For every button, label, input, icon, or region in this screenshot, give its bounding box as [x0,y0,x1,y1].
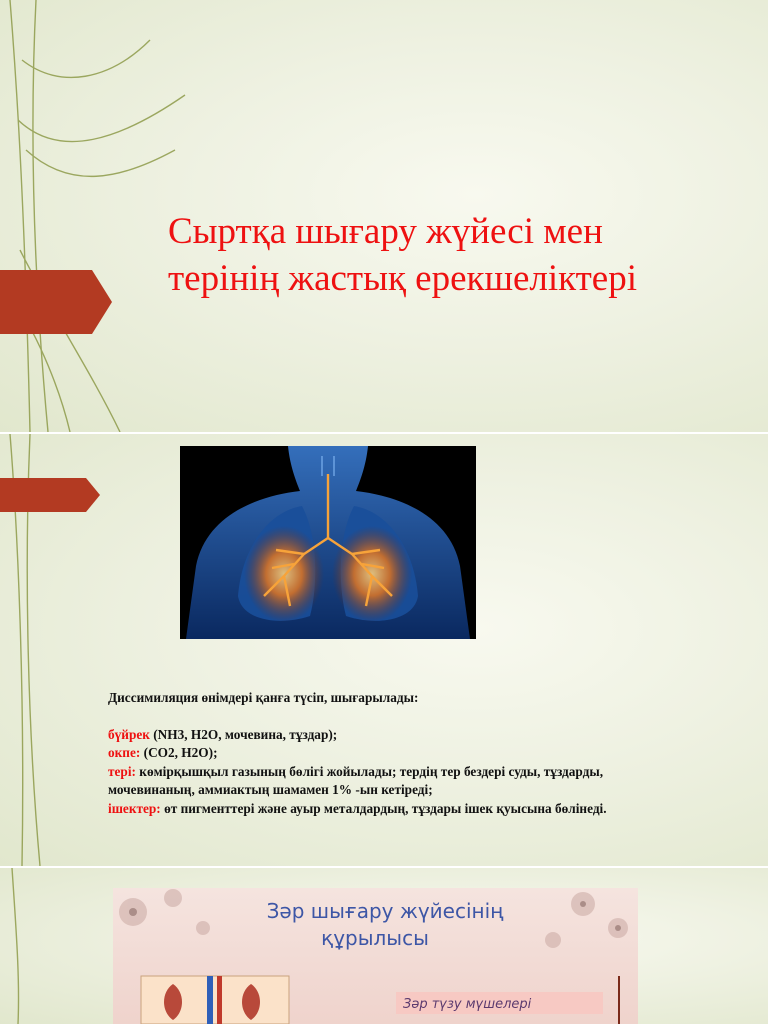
item-label: окпе: [108,745,141,760]
slide-body-text [108,689,668,818]
item-skin [108,763,668,800]
title-line-1: Сыртқа шығару жүйесі мен [168,211,603,252]
red-arrow-tab [0,270,112,334]
slide-3 [0,868,768,1024]
item-kidney [108,726,668,745]
slide-2 [0,434,768,866]
spacer [108,708,668,726]
item-label: бүйрек [108,726,150,742]
red-arrow-tab [0,478,100,512]
decorative-swirl-lines [0,0,190,432]
item-lungs [108,744,668,763]
item-text: (CO2, H2O); [140,745,218,760]
banner-title-line-1: Зәр шығару жүйесінің [266,899,504,923]
item-label: тері: [108,763,136,779]
item-intestines [108,800,668,819]
slide-1 [0,0,768,432]
slide-title [168,208,728,302]
lungs-illustration [180,446,476,639]
decorative-swirl-lines [0,868,40,1024]
item-text: көмірқышқыл газының бөлігі жойылады; тердің тер бездері суды, тұздарды, мочевинаның, аммиактың шамамен 1% -ын кетіреді; [108,763,604,797]
item-label: ішектер: [108,800,161,816]
intro-line: Диссимиляция өнімдері қанға түсіп, шығарылады: [108,690,419,705]
title-line-2: терінің жастық ерекшеліктері [168,258,638,299]
banner-title-line-2: құрылысы [321,926,429,950]
subheading-label: Зәр түзу мүшелері [403,997,532,1012]
item-text: өт пигменттері және ауыр металдардың, тұздары ішек қуысына бөлінеді. [160,800,607,816]
item-text: (NH3, H2O, мочевина, тұздар); [149,726,338,742]
urinary-system-image [113,888,638,1024]
